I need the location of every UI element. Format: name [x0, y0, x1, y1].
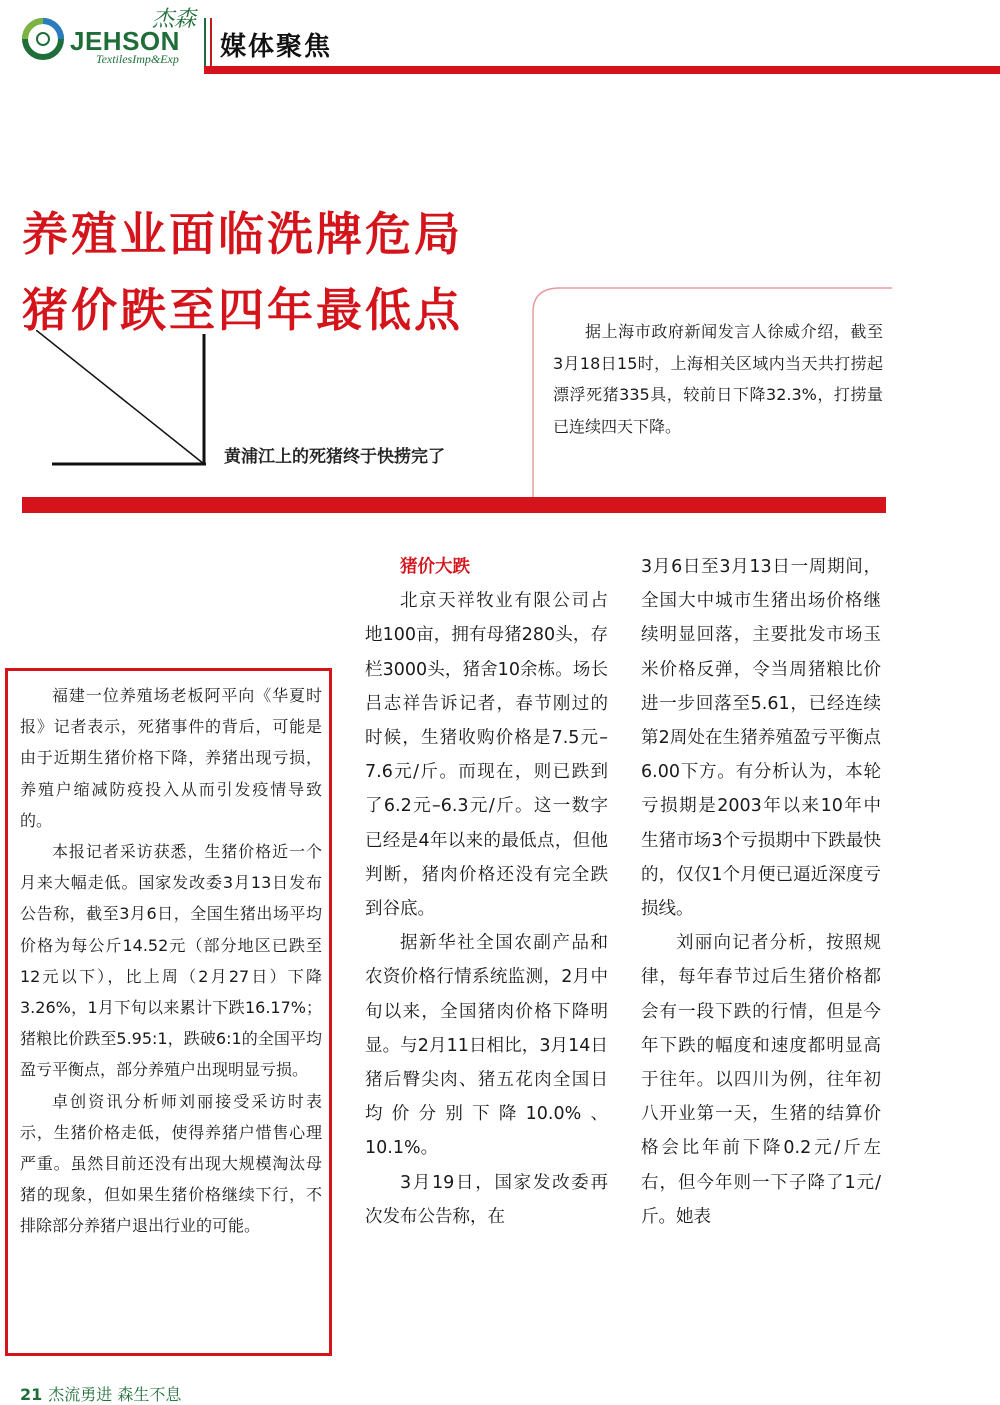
title-section-band — [22, 497, 886, 513]
jehson-logo-icon — [22, 18, 64, 60]
caption-corner-graphic — [36, 330, 216, 466]
column-paragraph: 3月19日，国家发改委再次发布公告称，在 — [365, 1172, 608, 1227]
logo-hanzi: 杰森 — [152, 7, 197, 32]
logo-subtitle: TextilesImp&Exp — [96, 52, 179, 66]
page-footer — [20, 1382, 181, 1405]
column-paragraph: 3月6日至3月13日一周期间，全国大中城市生猪出场价格继续明显回落，主要批发市场玉米价格反弹，令当周猪粮比价进一步回落至5.61，已经连续第2周处在生猪养殖盈亏平衡点6.00下方。有分析认为，本轮亏损期是2003年以来10年中生猪市场3个亏损期中下跌最快的，仅仅1个月便已逼近深度亏损线。 — [641, 557, 881, 920]
header-divider — [204, 18, 206, 68]
article-column-2 — [365, 550, 608, 1234]
sidebar-paragraph: 本报记者采访获悉，生猪价格近一个月来大幅走低。国家发改委3月13日发布公告称，截至3月6日，全国生猪出场平均价格为每公斤14.52元（部分地区已跌至12元以下），比上周（2月27日）下降3.26%，1月下旬以来累计下跌16.17%；猪粮比价跌至5.95:1，跌破6:1的全国平均盈亏平衡点，部分养殖户出现明显亏损。 — [20, 842, 322, 1080]
column-paragraph: 刘丽向记者分析，按照规律，每年春节过后生猪价格都会有一段下跌的行情，但是今年下跌的幅度和速度都明显高于往年。以四川为例，往年初八开业第一天，生猪的结算价格会比年前下降0.2元/斤左右，但今年则一下子降了1元/斤。她表 — [641, 933, 881, 1227]
page-number: 21 — [20, 1385, 43, 1404]
section-subhead: 猪价大跌 — [400, 557, 470, 577]
title-line-2: 猪价跌至四年最低点 — [22, 283, 463, 337]
intro-paragraph: 据上海市政府新闻发言人徐威介绍，截至3月18日15时，上海相关区域内当天共打捞起漂浮死猪335具，较前日下降32.3%，打捞量已连续四天下降。 — [553, 322, 883, 436]
sidebar-paragraph: 卓创资讯分析师刘丽接受采访时表示，生猪价格走低，使得养猪户惜售心理严重。虽然目前还没有出现大规模淘汰母猪的现象，但如果生猪价格继续下行，不排除部分养猪户退出行业的可能。 — [20, 1091, 322, 1236]
sidebar-text — [20, 680, 322, 1242]
header-rule — [204, 66, 1000, 74]
section-label: 媒体聚焦 — [220, 32, 333, 62]
article-column-3 — [641, 550, 881, 1234]
column-paragraph: 据新华社全国农副产品和农资价格行情系统监测，2月中旬以来，全国猪肉价格下降明显。与2月11日相比，3月14日猪后臀尖肉、猪五花肉全国日均价分别下降10.0%、10.1%。 — [365, 933, 608, 1159]
footer-slogan: 杰流勇进 森生不息 — [48, 1385, 182, 1404]
sidebar-paragraph: 福建一位养殖场老板阿平向《华夏时报》记者表示，死猪事件的背后，可能是由于近期生猪价格下降，养猪出现亏损，养殖户缩减防疫投入从而引发疫情导致的。 — [20, 686, 322, 830]
column-paragraph: 北京天祥牧业有限公司占地100亩，拥有母猪280头，存栏3000头，猪舍10余栋。场长吕志祥告诉记者，春节刚过的时候，生猪收购价格是7.5元–7.6元/斤。而现在，则已跌到了6.2元–6.3元/斤。这一数字已经是4年以来的最低点，但他判断，猪肉价格还没有完全跌到谷底。 — [365, 591, 608, 920]
photo-caption: 黄浦江上的死猪终于快捞完了 — [224, 447, 445, 467]
title-line-1: 养殖业面临洗牌危局 — [22, 207, 463, 261]
header-divider-accent — [210, 18, 212, 68]
logo-name: JEHSON — [70, 26, 180, 56]
article-title — [22, 196, 463, 348]
